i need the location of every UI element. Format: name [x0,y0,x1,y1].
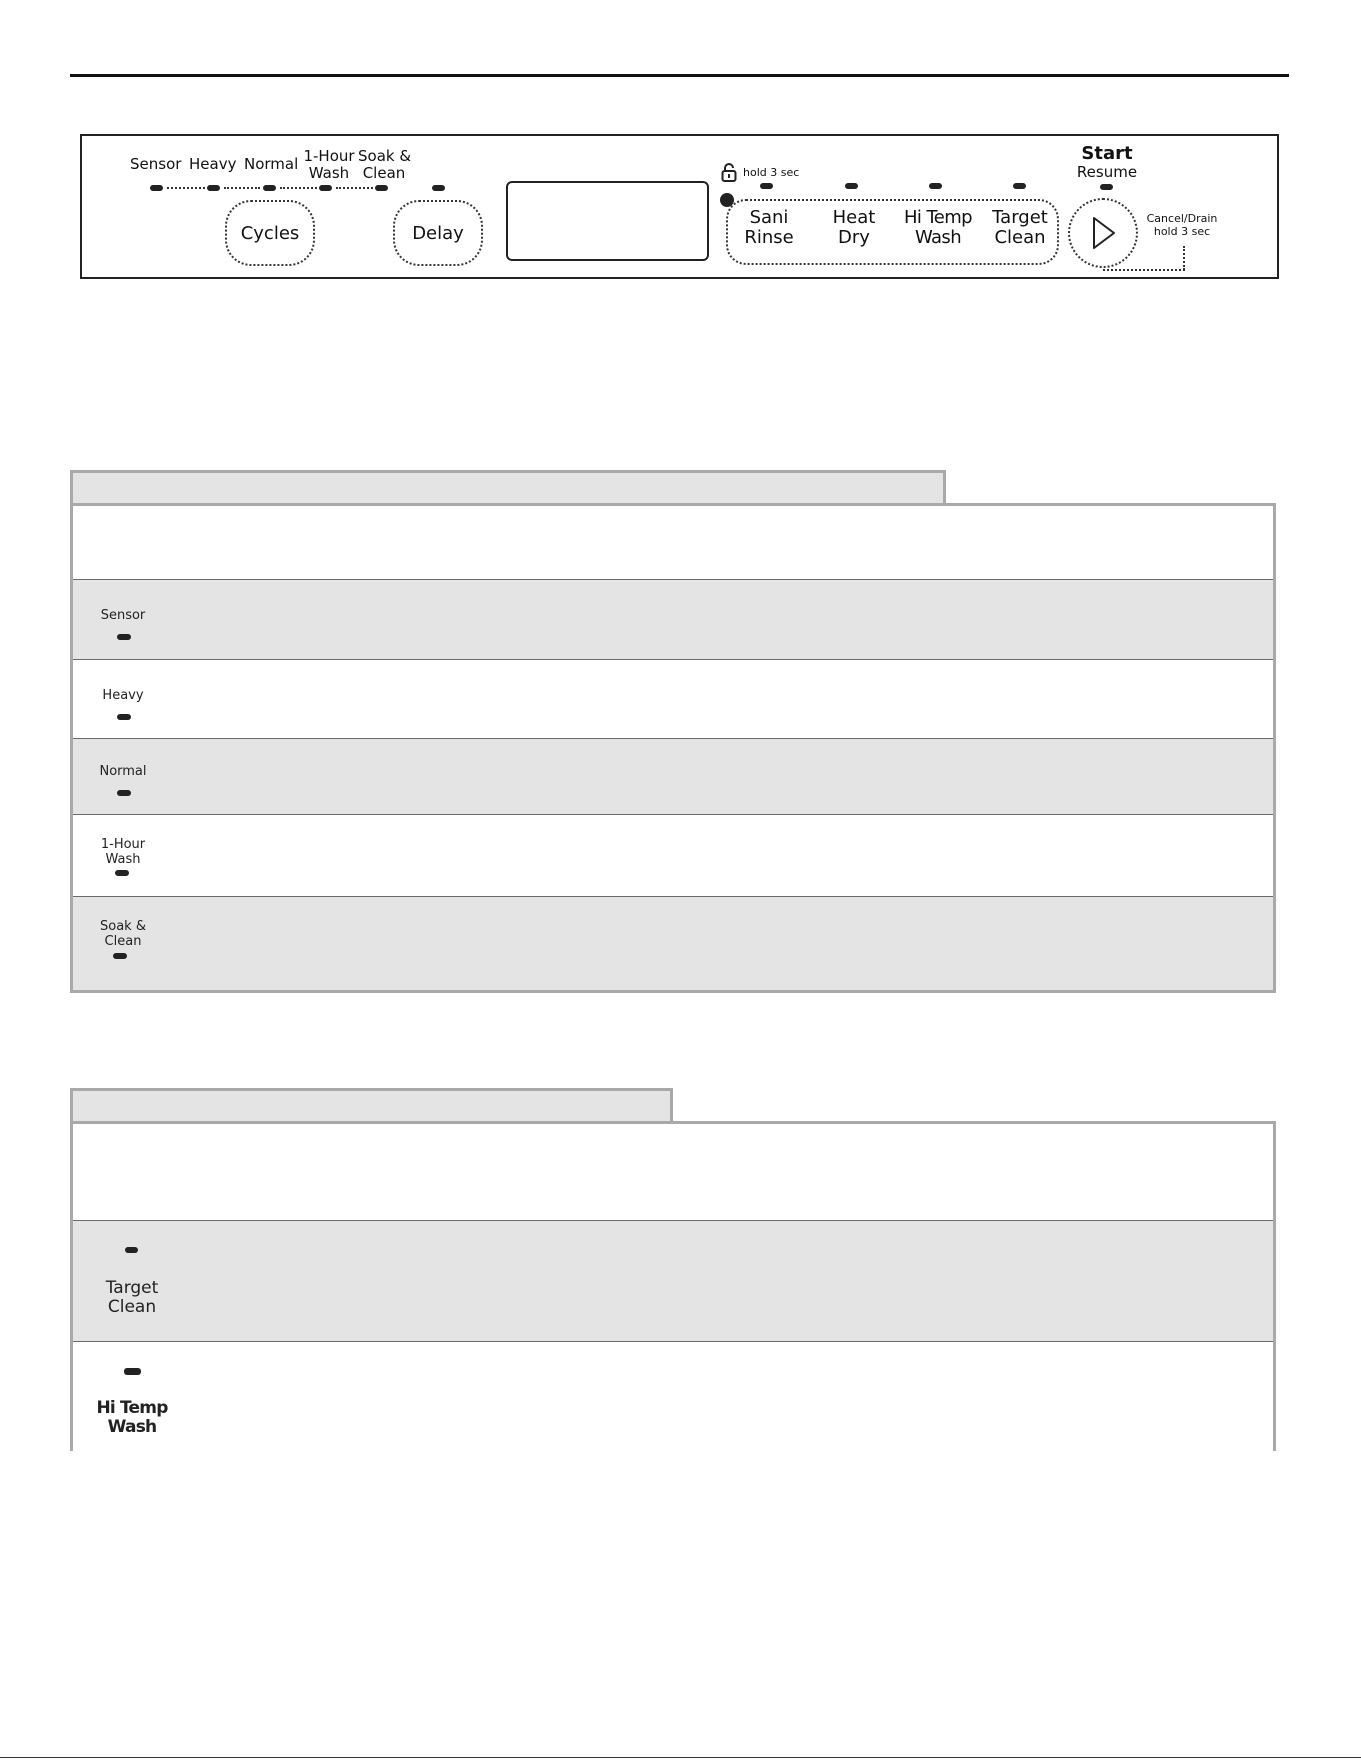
cancel-drain-label: Cancel/Drain hold 3 sec [1146,212,1218,238]
dotted-connector [1183,246,1185,270]
led-1-hour-wash [319,185,332,191]
row-led [124,1368,141,1375]
option-hi-temp-wash[interactable]: Hi Temp Wash [903,207,973,248]
led-delay [432,185,445,191]
cycles-button[interactable]: Cycles [225,200,315,266]
cycle-table-tab [70,470,946,506]
row-label-soak-clean: Soak & Clean [100,919,146,949]
led-heat-dry [845,183,858,189]
start-label: Start [1081,143,1133,164]
dotted-connector [280,187,317,189]
led-soak-clean [375,185,388,191]
cycle-label-normal: Normal [244,155,299,173]
led-sani-rinse [760,183,773,189]
cycle-label-soak-clean: Soak & Clean [358,147,412,182]
delay-button[interactable]: Delay [393,200,483,266]
led-heavy [207,185,220,191]
cycle-label-heavy: Heavy [189,155,237,173]
cycle-label-1-hour-wash: 1-Hour Wash [303,147,355,182]
cycle-label-sensor: Sensor [130,155,182,173]
row-label-normal: Normal [99,764,147,779]
row-label-target-clean: Target Clean [105,1278,159,1317]
row-label-sensor: Sensor [100,608,146,623]
table-row [73,1341,1273,1454]
bottom-rule [0,1757,1361,1758]
table-row [73,1220,1273,1341]
table-row [73,814,1273,896]
control-panel [80,134,1279,279]
row-label-1-hour-wash: 1-Hour Wash [100,837,146,867]
play-triangle-icon [1091,216,1117,250]
table-row [73,659,1273,738]
cycle-table [70,503,1276,993]
row-led [115,870,129,876]
option-target-clean[interactable]: Target Clean [992,207,1048,248]
row-label-hi-temp-wash: Hi Temp Wash [96,1398,168,1437]
display-window [506,181,709,261]
table-row [73,579,1273,659]
dotted-connector [167,187,205,189]
top-rule [70,74,1289,77]
row-led [125,1247,138,1253]
row-led [113,953,127,959]
dotted-connector [1103,269,1185,271]
dotted-connector [336,187,373,189]
dotted-connector [224,187,260,189]
led-normal [263,185,276,191]
row-led [117,634,131,640]
led-start [1100,184,1113,190]
table-row [73,896,1273,990]
option-table [70,1121,1276,1451]
padlock-icon [720,162,738,182]
option-heat-dry[interactable]: Heat Dry [832,207,876,248]
option-sani-rinse[interactable]: Sani Rinse [744,207,794,248]
led-target-clean [1013,183,1026,189]
led-sensor [150,185,163,191]
row-led [117,790,131,796]
resume-label: Resume [1076,163,1138,181]
row-led [117,714,131,720]
led-hi-temp-wash [929,183,942,189]
lock-hold-hint: hold 3 sec [743,166,800,179]
row-label-heavy: Heavy [102,688,144,703]
option-table-tab [70,1088,673,1124]
table-row [73,738,1273,814]
